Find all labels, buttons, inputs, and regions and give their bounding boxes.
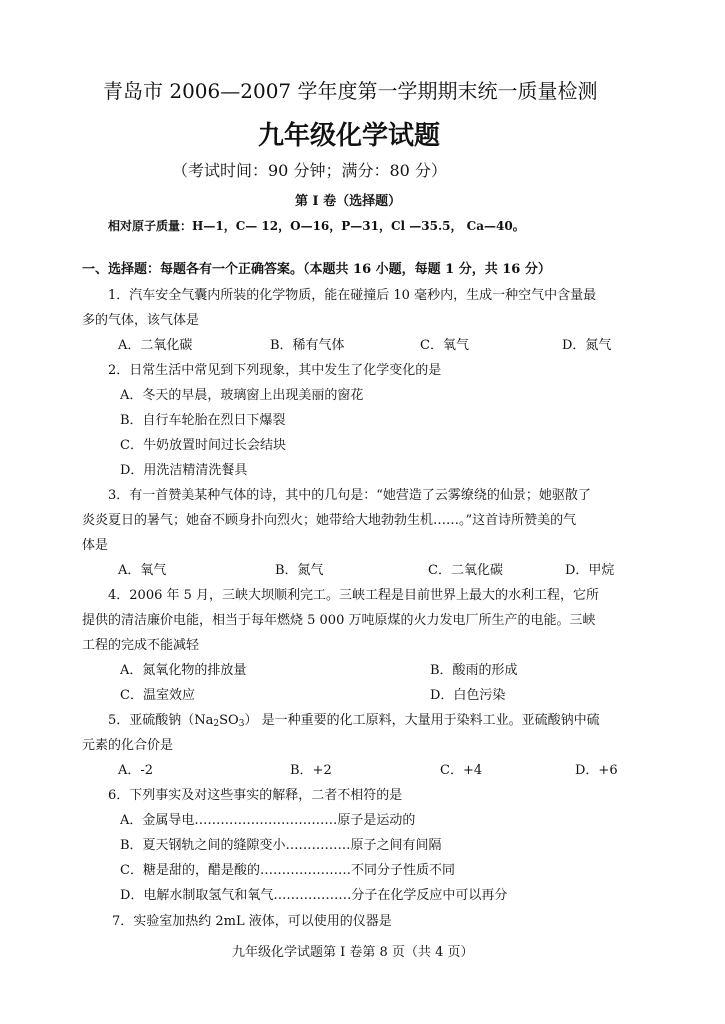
q4-option-b: B．酸雨的形成 <box>430 663 518 678</box>
q3-option-a: A．氧气 <box>118 563 167 578</box>
q1-option-b: B．稀有气体 <box>270 338 345 353</box>
exam-subtitle: 九年级化学试题 <box>258 121 441 151</box>
q5-option-b: B．+2 <box>290 763 332 778</box>
q5-subscript-2: 3 <box>238 719 245 729</box>
q4-option-a: A．氮氧化物的排放量 <box>120 663 247 678</box>
q7-line1: 7．实验室加热约 2mL 液体，可以使用的仪器是 <box>112 914 392 929</box>
q6-option-b: B．夏天钢轨之间的缝隙变小……………原子之间有间隔 <box>120 838 442 853</box>
exam-info: （考试时间：90 分钟；满分：80 分） <box>172 161 447 180</box>
q6-option-d: D．电解水制取氢气和氧气………………分子在化学反应中可以再分 <box>120 888 508 903</box>
q4-line2: 提供的清洁廉价电能，相当于每年燃烧 5 000 万吨原煤的火力发电厂所生产的电能。三峡 <box>82 613 596 628</box>
q5-text-post: ） 是一种重要的化工原料，大量用于染料工业。亚硫酸钠中硫 <box>244 713 600 728</box>
q6-option-a: A．金属导电……………………………原子是运动的 <box>120 813 416 828</box>
q5-option-c: C．+4 <box>440 763 483 778</box>
q6-line1: 6．下列事实及对这些事实的解释，二者不相符的是 <box>108 788 403 803</box>
section-heading: 一、选择题：每题各有一个正确答案。（本题共 16 小题，每题 1 分，共 16 分） <box>82 262 551 277</box>
q2-option-c: C．牛奶放置时间过长会结块 <box>120 438 286 453</box>
q2-option-a: A．冬天的早晨，玻璃窗上出现美丽的窗花 <box>120 388 364 403</box>
q2-option-b: B．自行车轮胎在烈日下爆裂 <box>120 413 286 428</box>
q1-line1: 1．汽车安全气囊内所装的化学物质，能在碰撞后 10 毫秒内，生成一种空气中含量最 <box>108 288 597 303</box>
q3-line3: 体是 <box>82 538 109 553</box>
q3-line1: 3．有一首赞美某种气体的诗，其中的几句是：“她营造了云雾缭绕的仙景；她驱散了 <box>108 488 591 503</box>
q3-option-d: D．甲烷 <box>565 563 615 578</box>
q5-subscript-1: 2 <box>213 719 220 729</box>
q4-option-d: D．白色污染 <box>430 688 506 703</box>
q5-text-pre: 5．亚硫酸钠（Na <box>108 713 214 728</box>
q5-line1 <box>108 712 600 733</box>
q5-option-a: A．-2 <box>118 763 154 778</box>
q5-text-mid: SO <box>219 713 239 728</box>
q1-option-d: D．氮气 <box>562 338 612 353</box>
q3-line2: 炎炎夏日的暑气；她奋不顾身扑向烈火；她带给大地勃勃生机……。”这首诗所赞美的气 <box>82 513 577 528</box>
q3-option-c: C．二氧化碳 <box>428 563 503 578</box>
q1-option-a: A．二氧化碳 <box>118 338 193 353</box>
q5-option-d: D．+6 <box>575 763 618 778</box>
atomic-masses: 相对原子质量：H—1，C— 12，O—16，P—31，Cl —35.5， Ca—40。 <box>108 219 525 233</box>
exam-title: 青岛市 2006—2007 学年度第一学期期末统一质量检测 <box>103 79 598 103</box>
q3-option-b: B．氮气 <box>275 563 324 578</box>
q5-line2: 元素的化合价是 <box>82 738 174 753</box>
volume-label: 第 I 卷（选择题） <box>295 194 402 209</box>
q2-line1: 2．日常生活中常见到下列现象，其中发生了化学变化的是 <box>108 363 442 378</box>
q1-line2: 多的气体，该气体是 <box>82 313 200 328</box>
q2-option-d: D．用洗洁精清洗餐具 <box>120 463 248 478</box>
q6-option-c: C．糖是甜的，醋是酸的…………………不同分子性质不同 <box>120 863 455 878</box>
page-footer: 九年级化学试题第 I 卷第 8 页（共 4 页） <box>232 945 474 960</box>
q4-line1: 4．2006 年 5 月，三峡大坝顺利完工。三峡工程是目前世界上最大的水利工程，它所 <box>108 588 600 603</box>
q4-line3: 工程的完成不能减轻 <box>82 638 200 653</box>
q4-option-c: C．温室效应 <box>120 688 195 703</box>
q1-option-c: C．氧气 <box>420 338 469 353</box>
